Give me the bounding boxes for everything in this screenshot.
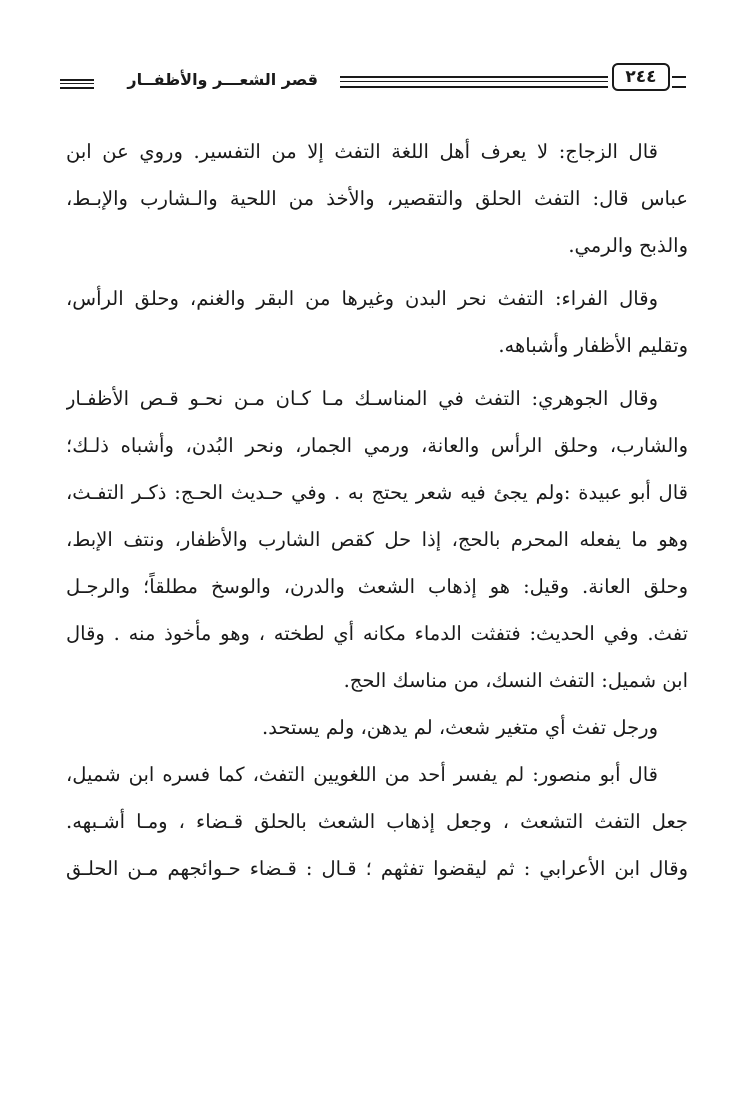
- paragraph-jawhari: [66, 375, 688, 704]
- header-rule: [340, 76, 608, 88]
- text-line: قال أبو منصور: لم يفسر أحد من اللغويين التفث، كما فسره ابن شميل،: [66, 763, 658, 786]
- text-line: قال أبو عبيدة :ولم يجئ فيه شعر يحتج به . وفي حـديث الحـج: ذكـر التفـث،: [66, 481, 688, 504]
- text-line: والذبح والرمي.: [568, 234, 688, 257]
- paragraph-tafith-man: [66, 704, 688, 751]
- text-line: وهو ما يفعله المحرم بالحج، إذا حل كقص الشارب والأظفار، ونتف الإبط،: [66, 528, 688, 551]
- paragraph-zajjaj: [66, 128, 688, 269]
- text-line: وقال ابن الأعرابي : ثم ليقضوا تفثهم ؛ قـال : قـضاء حـوائجهم مـن الحلـق: [66, 857, 688, 880]
- page-number: ٢٤٤: [612, 63, 670, 91]
- text-line: جعل التفث التشعث ، وجعل إذهاب الشعث بالحلق قـضاء ، ومـا أشـبهه.: [66, 810, 688, 833]
- running-title: قصر الشعـــر والأظفــار: [127, 70, 318, 89]
- header-right-rule: [672, 76, 686, 88]
- running-header: [60, 58, 692, 94]
- header-left-rule: [60, 79, 94, 89]
- paragraph-farra: [66, 275, 688, 369]
- text-line: ورجل تفث أي متغير شعث، لم يدهن، ولم يستحد.: [262, 716, 658, 739]
- text-line: وحلق العانة. وقيل: هو إذهاب الشعث والدرن، والوسخ مطلقاً؛ والرجـل: [66, 575, 688, 598]
- text-line: وتقليم الأظفار وأشباهه.: [498, 334, 688, 357]
- body-text: [66, 128, 688, 892]
- text-line: وقال الفراء: التفث نحر البدن وغيرها من البقر والغنم، وحلق الرأس،: [66, 287, 658, 310]
- text-line: قال الزجاج: لا يعرف أهل اللغة التفث إلا من التفسير. وروي عن ابن: [66, 140, 658, 163]
- text-line: والشارب، وحلق الرأس والعانة، ورمي الجمار، ونحر البُدن، وأشباه ذلـك؛: [66, 434, 688, 457]
- text-line: وقال الجوهري: التفث في المناسـك مـا كـان مـن نحـو قـص الأظفـار: [66, 387, 658, 410]
- text-line: تفث. وفي الحديث: فتفثت الدماء مكانه أي لطخته ، وهو مأخوذ منه . وقال: [66, 622, 688, 645]
- text-line: ابن شميل: التفث النسك، من مناسك الحج.: [343, 669, 688, 692]
- paragraph-abu-mansur: [66, 751, 688, 892]
- text-line: عباس قال: التفث الحلق والتقصير، والأخذ من اللحية والـشارب والإبـط،: [66, 187, 688, 210]
